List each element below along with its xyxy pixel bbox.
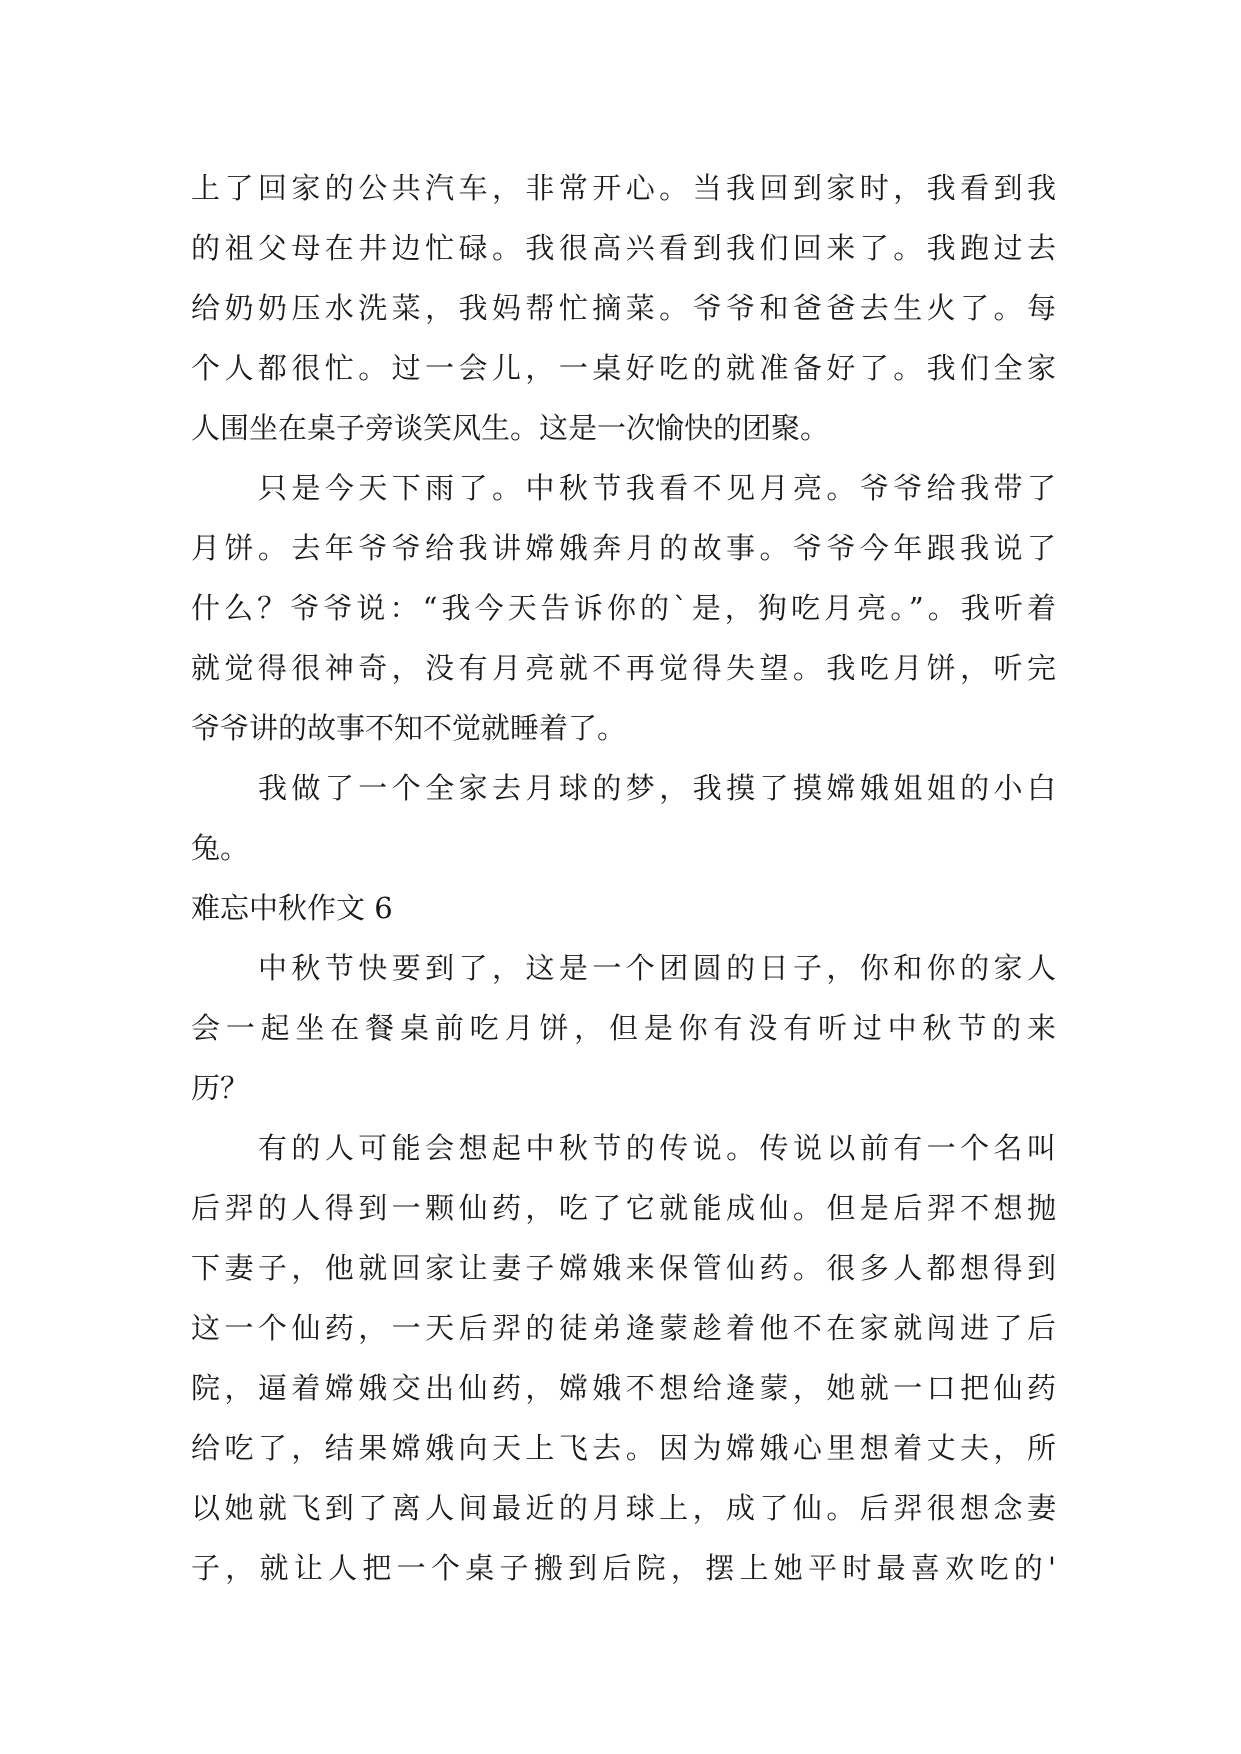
text-line: 后羿的人得到一颗仙药，吃了它就能成仙。但是后羿不想抛 [191, 1191, 1056, 1225]
text-line: 个人都很忙。过一会儿，一桌好吃的就准备好了。我们全家 [191, 351, 1056, 385]
paragraph [191, 158, 1056, 458]
paragraph [191, 938, 1056, 1118]
section-heading: 难忘中秋作文 6 [191, 891, 393, 925]
text-line: 有的人可能会想起中秋节的传说。传说以前有一个名叫 [258, 1131, 1056, 1165]
text-line: 月饼。去年爷爷给我讲嫦娥奔月的故事。爷爷今年跟我说了 [191, 531, 1056, 565]
text-line: 只是今天下雨了。中秋节我看不见月亮。爷爷给我带了 [258, 471, 1056, 505]
text-line: 这一个仙药，一天后羿的徒弟逄蒙趁着他不在家就闯进了后 [191, 1311, 1056, 1345]
text-line: 什么？爷爷说：“我今天告诉你的`是，狗吃月亮。”。我听着 [191, 591, 1056, 625]
text-line: 的祖父母在井边忙碌。我很高兴看到我们回来了。我跑过去 [191, 231, 1056, 265]
text-line: 子，就让人把一个桌子搬到后院，摆上她平时最喜欢吃的' [191, 1551, 1056, 1585]
text-line: 人围坐在桌子旁谈笑风生。这是一次愉快的团聚。 [191, 411, 830, 445]
text-line: 院，逼着嫦娥交出仙药，嫦娥不想给逄蒙，她就一口把仙药 [191, 1371, 1056, 1405]
text-line: 就觉得很神奇，没有月亮就不再觉得失望。我吃月饼，听完 [191, 651, 1056, 685]
text-line: 我做了一个全家去月球的梦，我摸了摸嫦娥姐姐的小白 [258, 771, 1056, 805]
text-line: 中秋节快要到了，这是一个团圆的日子，你和你的家人 [258, 951, 1056, 985]
text-line: 给吃了，结果嫦娥向天上飞去。因为嫦娥心里想着丈夫，所 [191, 1431, 1056, 1465]
text-line: 历？ [191, 1071, 250, 1105]
document-body [191, 158, 1056, 1598]
text-line: 会一起坐在餐桌前吃月饼，但是你有没有听过中秋节的来 [191, 1011, 1056, 1045]
text-line: 下妻子，他就回家让妻子嫦娥来保管仙药。很多人都想得到 [191, 1251, 1056, 1285]
text-line: 给奶奶压水洗菜，我妈帮忙摘菜。爷爷和爸爸去生火了。每 [191, 291, 1056, 325]
paragraph [191, 458, 1056, 758]
text-line: 兔。 [191, 831, 250, 865]
text-line: 以她就飞到了离人间最近的月球上，成了仙。后羿很想念妻 [191, 1491, 1056, 1525]
paragraph [191, 758, 1056, 878]
paragraph [191, 1118, 1056, 1598]
text-line: 上了回家的公共汽车，非常开心。当我回到家时，我看到我 [191, 171, 1056, 205]
text-line: 爷爷讲的故事不知不觉就睡着了。 [191, 711, 627, 745]
